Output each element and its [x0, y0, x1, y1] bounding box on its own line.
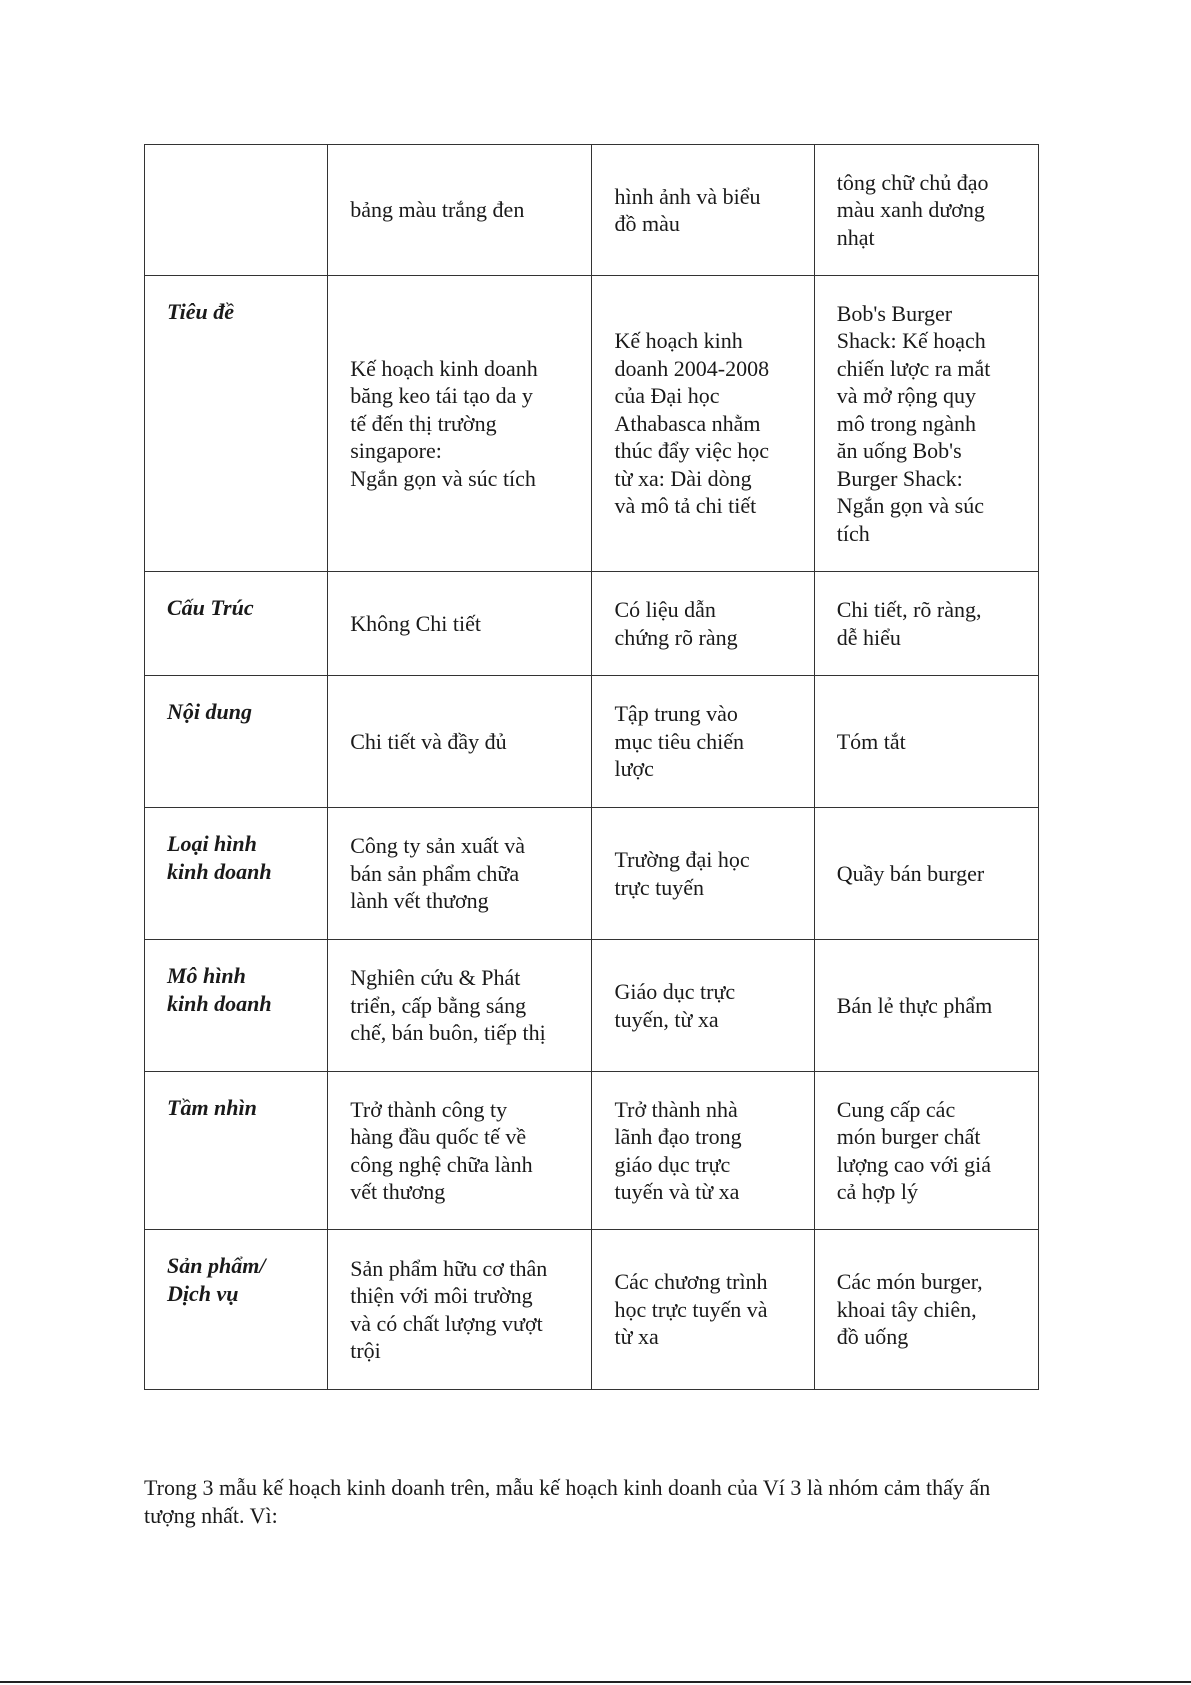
table-row-structure: [145, 572, 1039, 676]
row-label: Cấu Trúc: [145, 572, 328, 676]
cell-example-2: hình ảnh và biểu đồ màu: [592, 145, 814, 276]
cell-example-1: Nghiên cứu & Phát triển, cấp bằng sáng chế, bán buôn, tiếp thị: [328, 940, 592, 1072]
table-row-content: [145, 676, 1039, 808]
cell-example-3: Bán lẻ thực phẩm: [814, 940, 1038, 1072]
row-label: [145, 145, 328, 276]
cell-example-2: Các chương trình học trực tuyến và từ xa: [592, 1230, 814, 1390]
cell-example-3: Cung cấp các món burger chất lượng cao với giá cả hợp lý: [814, 1072, 1038, 1230]
cell-example-2: Trở thành nhà lãnh đạo trong giáo dục trực tuyến và từ xa: [592, 1072, 814, 1230]
cell-example-2: Trường đại học trực tuyến: [592, 808, 814, 940]
row-label: Loại hình kinh doanh: [145, 808, 328, 940]
comparison-table: [144, 144, 1039, 1390]
row-label: Tiêu đề: [145, 276, 328, 572]
cell-example-1: bảng màu trắng đen: [328, 145, 592, 276]
cell-example-3: Các món burger, khoai tây chiên, đồ uống: [814, 1230, 1038, 1390]
table-row-color: [145, 145, 1039, 276]
row-label: Tầm nhìn: [145, 1072, 328, 1230]
row-label: Mô hình kinh doanh: [145, 940, 328, 1072]
cell-example-3: tông chữ chủ đạo màu xanh dương nhạt: [814, 145, 1038, 276]
table-row-products: [145, 1230, 1039, 1390]
table-row-title: [145, 276, 1039, 572]
row-label: Sản phẩm/ Dịch vụ: [145, 1230, 328, 1390]
cell-example-3: Quầy bán burger: [814, 808, 1038, 940]
table-row-vision: [145, 1072, 1039, 1230]
cell-example-3: Bob's Burger Shack: Kế hoạch chiến lược ra mắt và mở rộng quy mô trong ngành ăn uống Bob's Burger Shack: Ngắn gọn và súc tích: [814, 276, 1038, 572]
table-row-business-type: [145, 808, 1039, 940]
row-label: Nội dung: [145, 676, 328, 808]
cell-example-2: Giáo dục trực tuyến, từ xa: [592, 940, 814, 1072]
cell-example-1: Trở thành công ty hàng đầu quốc tế về công nghệ chữa lành vết thương: [328, 1072, 592, 1230]
cell-example-1: Chi tiết và đầy đủ: [328, 676, 592, 808]
cell-example-2: Có liệu dẫn chứng rõ ràng: [592, 572, 814, 676]
cell-example-3: Chi tiết, rõ ràng, dễ hiểu: [814, 572, 1038, 676]
cell-example-2: Kế hoạch kinh doanh 2004-2008 của Đại học Athabasca nhằm thúc đẩy việc học từ xa: Dài dòng và mô tả chi tiết: [592, 276, 814, 572]
table-row-business-model: [145, 940, 1039, 1072]
conclusion-paragraph: Trong 3 mẫu kế hoạch kinh doanh trên, mẫu kế hoạch kinh doanh của Ví 3 là nhóm cảm thấy ấn tượng nhất. Vì:: [144, 1475, 991, 1528]
cell-example-1: Sản phẩm hữu cơ thân thiện với môi trường và có chất lượng vượt trội: [328, 1230, 592, 1390]
cell-example-1: Kế hoạch kinh doanh băng keo tái tạo da y tế đến thị trường singapore: Ngắn gọn và súc tích: [328, 276, 592, 572]
cell-example-1: Không Chi tiết: [328, 572, 592, 676]
cell-example-1: Công ty sản xuất và bán sản phẩm chữa lành vết thương: [328, 808, 592, 940]
cell-example-3: Tóm tắt: [814, 676, 1038, 808]
page-bottom-divider: [0, 1681, 1191, 1683]
cell-example-2: Tập trung vào mục tiêu chiến lược: [592, 676, 814, 808]
